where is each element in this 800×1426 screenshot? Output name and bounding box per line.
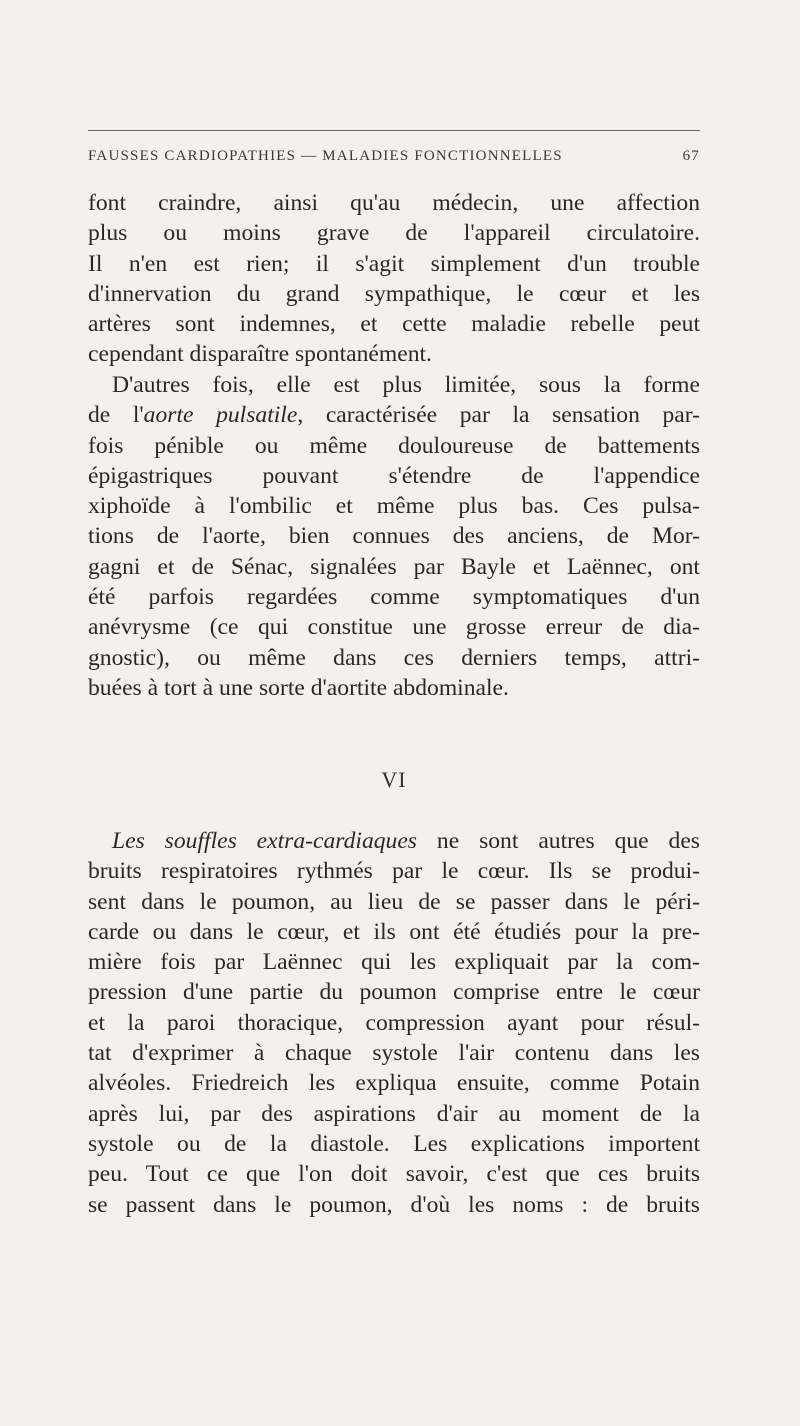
text-run: ne sont autres que des [417, 828, 700, 854]
text-line: D'autres fois, elle est plus limitée, sous la forme [112, 372, 700, 398]
text-line: sent dans le poumon, au lieu de se passer dans le péri- [88, 888, 700, 915]
text-line: épigastriques pouvant s'étendre de l'appendice [88, 462, 700, 489]
text-line: gagni et de Sénac, signalées par Bayle et Laënnec, ont [88, 553, 700, 580]
text-line: fois pénible ou même douloureuse de battements [88, 432, 700, 459]
paragraph-3 [88, 826, 700, 1220]
italic-term: aorte pulsatile [143, 402, 298, 429]
text-line: plus ou moins grave de l'appareil circulatoire. [88, 220, 700, 247]
text-line: été parfois regardées comme symptomatiques d'un [88, 584, 700, 611]
text-line: cependant disparaître spontanément. [88, 341, 432, 368]
text-line: gnostic), ou même dans ces derniers temps, attri- [88, 644, 700, 671]
text-line: d'innervation du grand sympathique, le cœur et les [88, 280, 700, 307]
running-header [88, 148, 700, 172]
text-line: alvéoles. Friedreich les expliqua ensuite, comme Potain [88, 1070, 700, 1097]
text-line: font craindre, ainsi qu'au médecin, une affection [88, 190, 700, 216]
page-number: 67 [682, 148, 700, 164]
header-rule [88, 130, 700, 131]
text-line: carde ou dans le cœur, et ils ont été étudiés pour la pre- [88, 918, 700, 945]
text-line: tat d'exprimer à chaque systole l'air contenu dans les [88, 1040, 700, 1067]
text-line-with-italic [88, 826, 700, 856]
text-line: systole ou de la diastole. Les explications importent [88, 1130, 700, 1157]
text-line: peu. Tout ce que l'on doit savoir, c'est que ces bruits [88, 1161, 700, 1188]
running-title: FAUSSES CARDIOPATHIES — MALADIES FONCTIONNELLES [88, 148, 563, 164]
text-run: , caractérisée par la sensation par- [297, 402, 700, 429]
text-line: buées à tort à une sorte d'aortite abdominale. [88, 674, 509, 701]
italic-term: Les souffles extra-cardiaques [112, 828, 417, 854]
text-line-with-italic [88, 400, 700, 430]
text-line: tions de l'aorte, bien connues des anciens, de Mor- [88, 523, 700, 550]
text-line: mière fois par Laënnec qui les expliquait par la com- [88, 949, 700, 976]
section-heading: VI [381, 767, 407, 792]
text-line: se passent dans le poumon, d'où les noms : de bruits [88, 1191, 700, 1218]
text-line: artères sont indemnes, et cette maladie rebelle peut [88, 311, 700, 338]
paragraph-2 [88, 370, 700, 703]
text-run: de l' [88, 402, 144, 429]
text-line: bruits respiratoires rythmés par le cœur. Ils se produi- [88, 858, 700, 885]
text-line: et la paroi thoracique, compression ayant pour résul- [88, 1009, 700, 1036]
text-line: Il n'en est rien; il s'agit simplement d'un trouble [88, 250, 700, 277]
text-line: pression d'une partie du poumon comprise entre le cœur [88, 979, 700, 1006]
text-line: xiphoïde à l'ombilic et même plus bas. Ces pulsa- [88, 493, 700, 520]
text-line: anévrysme (ce qui constitue une grosse erreur de dia- [88, 614, 700, 641]
text-line: après lui, par des aspirations d'air au moment de la [88, 1100, 700, 1127]
paragraph-1 [88, 188, 700, 370]
